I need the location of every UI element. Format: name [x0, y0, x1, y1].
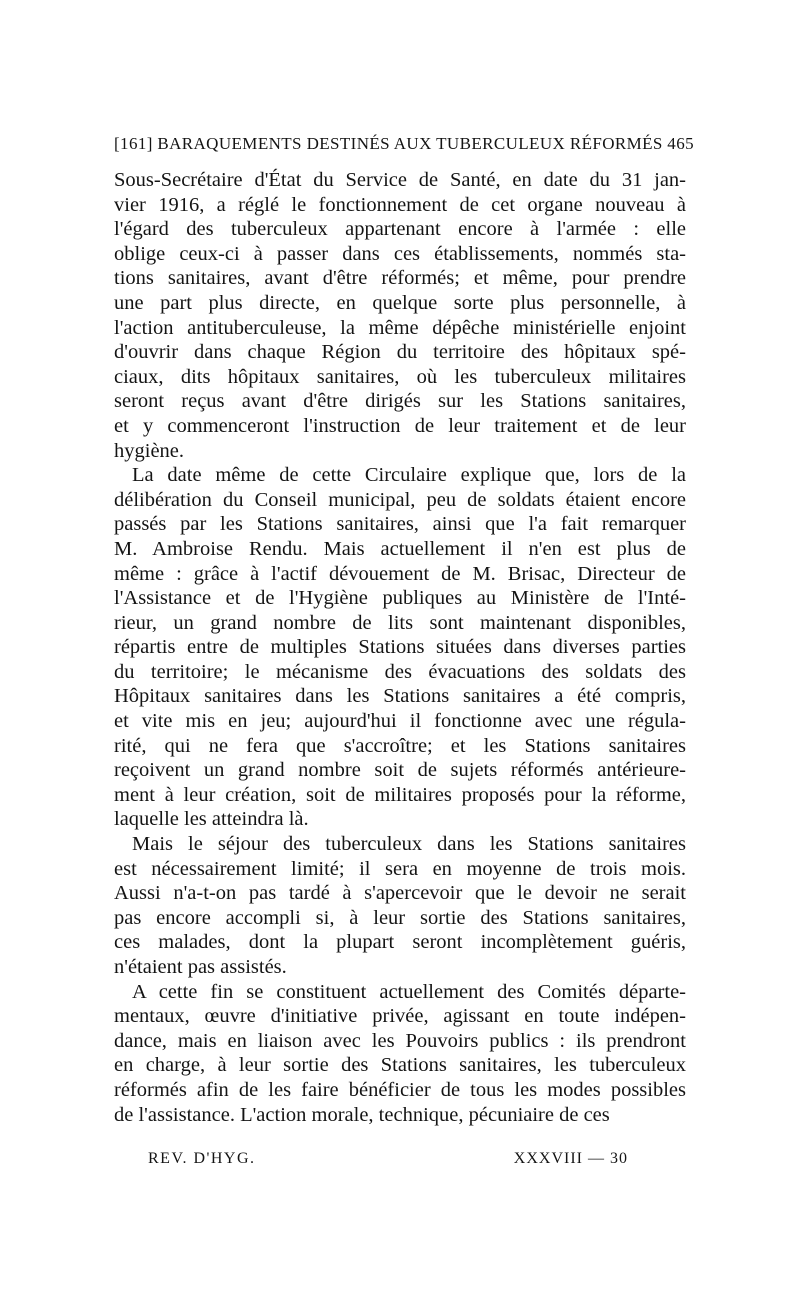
text-line: une part plus directe, en quelque sorte plus personnelle, à [114, 291, 686, 314]
text-line: réformés afin de les faire bénéficier de tous les modes possibles [114, 1078, 686, 1101]
text-line: Sous-Secrétaire d'État du Service de Santé, en date du 31 jan- [114, 169, 686, 191]
text-line: l'Assistance et de l'Hygiène publiques au Ministère de l'Inté- [114, 587, 686, 610]
text-line: laquelle les atteindra là. [114, 808, 309, 831]
footer-volume-sheet: XXXVIII — 30 [513, 1150, 628, 1167]
text-line: hygiène. [114, 439, 185, 462]
text-line: La date même de cette Circulaire explique que, lors de la [132, 464, 686, 487]
text-line: M. Ambroise Rendu. Mais actuellement il n'en est plus de [114, 537, 686, 560]
footer-signature: REV. D'HYG. [148, 1150, 256, 1167]
text-line: du territoire; le mécanisme des évacuations des soldats des [114, 660, 686, 683]
text-line: n'étaient pas assistés. [114, 956, 287, 978]
text-line: de l'assistance. L'action morale, technique, pécuniaire de ces [114, 1103, 610, 1126]
text-line: passés par les Stations sanitaires, ainsi que l'a fait remarquer [114, 513, 686, 536]
text-line: rieur, un grand nombre de lits sont maintenant disponibles, [114, 611, 686, 634]
header-page-number: 465 [667, 134, 694, 153]
text-line: et vite mis en jeu; aujourd'hui il fonctionne avec une régula- [114, 710, 686, 733]
text-line: rité, qui ne fera que s'accroître; et les Stations sanitaires [114, 734, 686, 757]
body-text [114, 168, 686, 1127]
text-line: pas encore accompli si, à leur sortie des Stations sanitaires, [114, 906, 686, 929]
text-line: Hôpitaux sanitaires dans les Stations sanitaires a été compris, [114, 685, 686, 708]
running-header [114, 134, 694, 154]
paragraph [114, 832, 686, 980]
text-line: répartis entre de multiples Stations situées dans diverses parties [114, 636, 686, 659]
text-line: Aussi n'a-t-on pas tardé à s'apercevoir que le devoir ne serait [114, 882, 686, 905]
text-line: même : grâce à l'actif dévouement de M. Brisac, Directeur de [114, 562, 686, 585]
header-running-title: BARAQUEMENTS DESTINÉS AUX TUBERCULEUX RÉFORMÉS [157, 134, 663, 153]
paragraph [114, 168, 686, 463]
text-line: mentaux, œuvre d'initiative privée, agissant en toute indépen- [114, 1005, 686, 1028]
text-line: en charge, à leur sortie des Stations sanitaires, les tuberculeux [114, 1054, 686, 1077]
text-line: ces malades, dont la plupart seront incomplètement guéris, [114, 931, 686, 954]
text-line: ciaux, dits hôpitaux sanitaires, où les tuberculeux militaires [114, 365, 686, 388]
text-line: oblige ceux-ci à passer dans ces établissements, nommés sta- [114, 242, 686, 265]
text-line: d'ouvrir dans chaque Région du territoire des hôpitaux spé- [114, 341, 686, 364]
text-line: reçoivent un grand nombre soit de sujets réformés antérieure- [114, 759, 686, 782]
text-line: ment à leur création, soit de militaires proposés pour la réforme, [114, 783, 686, 806]
text-line: A cette fin se constituent actuellement des Comités départe- [132, 980, 686, 1003]
text-line: délibération du Conseil municipal, peu de soldats étaient encore [114, 488, 686, 511]
paragraph [114, 463, 686, 832]
page-footer [148, 1150, 628, 1168]
text-line: l'égard des tuberculeux appartenant encore à l'armée : elle [114, 218, 686, 241]
header-page-ref: [161] [114, 134, 153, 153]
text-line: est nécessairement limité; il sera en moyenne de trois mois. [114, 857, 686, 880]
text-line: Mais le séjour des tuberculeux dans les Stations sanitaires [132, 833, 686, 856]
text-line: dance, mais en liaison avec les Pouvoirs publics : ils prendront [114, 1029, 686, 1052]
paragraph [114, 980, 686, 1128]
text-line: et y commenceront l'instruction de leur traitement et de leur [114, 414, 686, 437]
text-line: vier 1916, a réglé le fonctionnement de cet organe nouveau à [114, 193, 686, 216]
text-line: seront reçus avant d'être dirigés sur les Stations sanitaires, [114, 390, 686, 413]
text-line: l'action antituberculeuse, la même dépêche ministérielle enjoint [114, 316, 686, 339]
text-line: tions sanitaires, avant d'être réformés; et même, pour prendre [114, 267, 686, 290]
